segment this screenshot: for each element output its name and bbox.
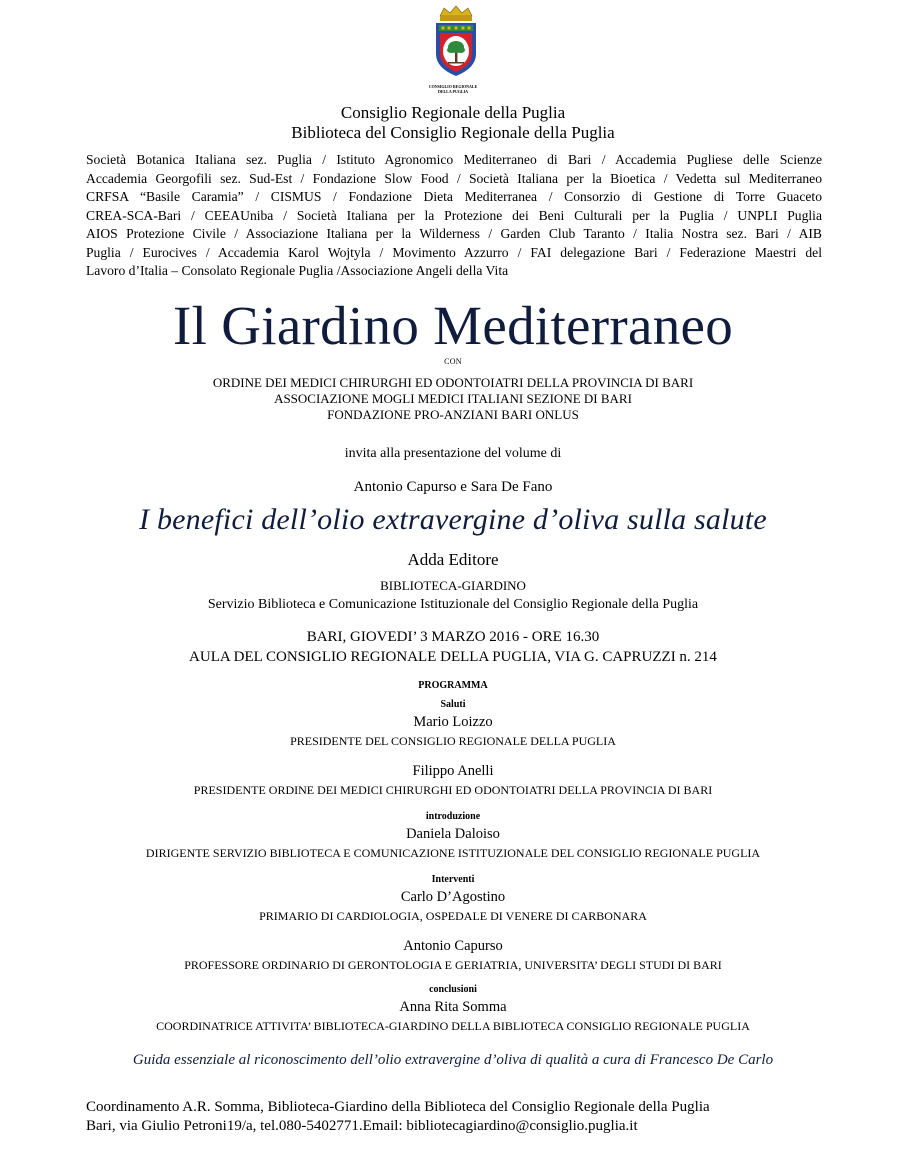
logo-caption bbox=[0, 84, 906, 94]
partner-line: CREA-SCA-Bari / CEEAUniba / Società Italiana per la Protezione dei Beni Culturali per la Puglia / UNPLI Puglia bbox=[86, 207, 822, 223]
section-introduzione: introduzione bbox=[425, 811, 481, 822]
venue-service: Servizio Biblioteca e Comunicazione Istituzionale del Consiglio Regionale della Puglia bbox=[207, 597, 699, 612]
footer-line1: Coordinamento A.R. Somma, Biblioteca-Giardino della Biblioteca del Consiglio Regionale della Puglia bbox=[86, 1099, 710, 1115]
logo-caption-line2: DELLA PUGLIA bbox=[437, 89, 469, 94]
regional-council-logo bbox=[428, 4, 484, 92]
speaker-role: PROFESSORE ORDINARIO DI GERONTOLOGIA E GERIATRIA, UNIVERSITA’ DEGLI STUDI DI BARI bbox=[184, 958, 722, 972]
section-interventi: Interventi bbox=[431, 874, 475, 885]
section-saluti: Saluti bbox=[440, 699, 466, 710]
partner-line: Società Botanica Italiana sez. Puglia / Istituto Agronomico Mediterraneo di Bari / Accademia Pugliese delle Scienze bbox=[86, 152, 822, 167]
book-authors: Antonio Capurso e Sara De Fano bbox=[353, 479, 553, 495]
speaker-name: Carlo D’Agostino bbox=[400, 889, 506, 905]
invite-text: invita alla presentazione del volume di bbox=[344, 446, 562, 461]
partner-line: Accademia Georgofili sez. Sud-Est / Fondazione Slow Food / Società Italiana per la Bioetica / Vedetta sul Mediterraneo bbox=[86, 170, 822, 186]
associations-list bbox=[0, 375, 906, 423]
partner-line: Lavoro d’Italia – Consolato Regionale Puglia /Associazione Angeli della Vita bbox=[86, 263, 509, 278]
footer-contact bbox=[86, 1098, 846, 1136]
speaker-name: Daniela Daloiso bbox=[406, 826, 500, 842]
book-title: I benefici dell’olio extravergine d’oliva sulla salute bbox=[139, 503, 767, 536]
association-line: ASSOCIAZIONE MOGLI MEDICI ITALIANI SEZIONE DI BARI bbox=[274, 391, 632, 406]
partner-line: Puglia / Eurocives / Accademia Karol Wojtyla / Movimento Azzurro / FAI delegazione Bari / Federazione Maestri del bbox=[86, 244, 822, 260]
speaker-role: PRESIDENTE DEL CONSIGLIO REGIONALE DELLA PUGLIA bbox=[290, 734, 616, 748]
header-line2: Biblioteca del Consiglio Regionale della Puglia bbox=[291, 123, 615, 142]
speaker-name: Antonio Capurso bbox=[403, 938, 503, 954]
speaker-name: Anna Rita Somma bbox=[399, 999, 507, 1015]
guide-note: Guida essenziale al riconoscimento dell’olio extravergine d’oliva di qualità a cura di Francesco De Carlo bbox=[132, 1052, 774, 1068]
logo-caption-line1: CONSIGLIO REGIONALE bbox=[428, 84, 478, 89]
event-title: Il Giardino Mediterraneo bbox=[172, 295, 734, 356]
speaker-role: DIRIGENTE SERVIZIO BIBLIOTECA E COMUNICAZIONE ISTITUZIONALE DEL CONSIGLIO REGIONALE PUGLIA bbox=[145, 846, 761, 860]
publisher: Adda Editore bbox=[407, 550, 499, 569]
speaker-role: PRESIDENTE ORDINE DEI MEDICI CHIRURGHI ED ODONTOIATRI DELLA PROVINCIA DI BARI bbox=[193, 783, 713, 797]
partner-line: CRFSA “Basile Caramia” / CISMUS / Fondazione Dieta Mediterranea / Consorzio di Gestione di Torre Guaceto bbox=[86, 189, 822, 204]
header-line1: Consiglio Regionale della Puglia bbox=[340, 103, 566, 122]
partner-list bbox=[86, 151, 822, 281]
header-organizations bbox=[0, 103, 906, 143]
speaker-name: Filippo Anelli bbox=[412, 763, 494, 779]
association-line: FONDAZIONE PRO-ANZIANI BARI ONLUS bbox=[327, 407, 579, 422]
association-line: ORDINE DEI MEDICI CHIRURGHI ED ODONTOIATRI DELLA PROVINCIA DI BARI bbox=[212, 375, 694, 390]
footer-line2: Bari, via Giulio Petroni19/a, tel.080-5402771.Email: bibliotecagiardino@consiglio.puglia.it bbox=[86, 1118, 638, 1134]
speaker-name: Mario Loizzo bbox=[413, 714, 493, 730]
speaker-role: COORDINATRICE ATTIVITA’ BIBLIOTECA-GIARDINO DELLA BIBLIOTECA CONSIGLIO REGIONALE PUGLIA bbox=[156, 1019, 750, 1033]
con-label: CON bbox=[444, 357, 462, 366]
speaker-role: PRIMARIO DI CARDIOLOGIA, OSPEDALE DI VENERE DI CARBONARA bbox=[259, 909, 647, 923]
program-heading: PROGRAMMA bbox=[418, 680, 488, 691]
section-conclusioni: conclusioni bbox=[429, 984, 477, 995]
venue-org: BIBLIOTECA-GIARDINO bbox=[380, 578, 526, 593]
coat-of-arms-icon bbox=[428, 4, 484, 92]
partner-line: AIOS Protezione Civile / Associazione Italiana per la Wilderness / Garden Club Taranto / Italia Nostra sez. Bari / AIB bbox=[86, 226, 822, 241]
event-address: AULA DEL CONSIGLIO REGIONALE DELLA PUGLIA, VIA G. CAPRUZZI n. 214 bbox=[189, 649, 717, 665]
event-date: BARI, GIOVEDI’ 3 MARZO 2016 - ORE 16.30 bbox=[306, 629, 600, 645]
